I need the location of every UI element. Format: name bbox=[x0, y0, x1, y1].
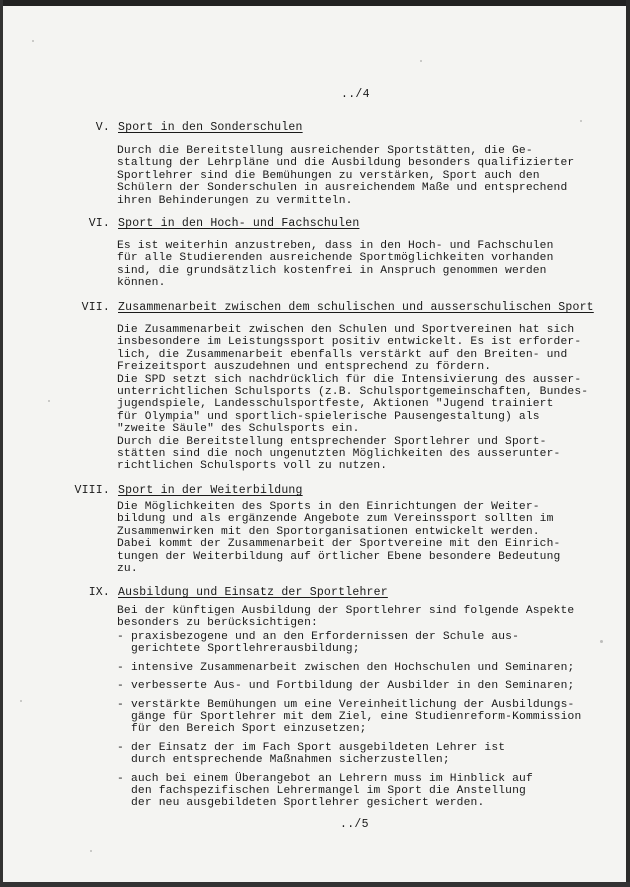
scan-speck bbox=[90, 850, 92, 852]
section-body-vi: Es ist weiterhin anzustreben, dass in den Hoch- und Fachschulen für alle Studierenden ausreichende Sportmöglichkeiten vorhanden sind, die grundsätzlich kostenfrei in Anspruch genommen werden können. bbox=[117, 240, 554, 290]
section-title: Ausbildung und Einsatz der Sportlehrer bbox=[118, 586, 388, 599]
scan-speck bbox=[580, 120, 582, 122]
section-number: V. bbox=[95, 121, 110, 134]
list-item bbox=[117, 742, 597, 767]
header-page-reference: ../4 bbox=[341, 88, 370, 101]
section-body-viii: Die Möglichkeiten des Sports in den Einrichtungen der Weiter- bildung und als ergänzende Angebote zum Vereinssport sollten im Zusammenwirken mit den Sportorganisationen entwickelt werden. Dabei kommt der Zusammenarbeit der Sportvereine mit den Einrich- tungen der Weiterbildung auf örtlicher Ebene besondere Bedeutung zu. bbox=[117, 501, 561, 576]
section-body-v: Durch die Bereitstellung ausreichender Sportstätten, die Ge- staltung der Lehrpläne und die Ausbildung besonders qualifizierter Sportlehrer sind die Bemühungen zu verstärken, Sport auch den Schülern der Sonderschulen in ausreichendem Maße und entsprechend ihren Behinderungen zu vermitteln. bbox=[117, 145, 575, 207]
section-heading-vii bbox=[74, 301, 594, 314]
scan-speck bbox=[48, 400, 50, 402]
list-item-text: intensive Zusammenarbeit zwischen den Hochschulen und Seminaren; bbox=[131, 661, 575, 674]
section-number: VIII. bbox=[74, 484, 110, 497]
section-heading-ix bbox=[82, 586, 388, 599]
list-dash: - bbox=[117, 741, 124, 754]
list-item-text: verstärkte Bemühungen um eine Vereinheitlichung der Ausbildungs- gänge für Sportlehrer mit dem Ziel, eine Studienreform-Kommission für den Bereich Sport einzusetzen; bbox=[131, 698, 582, 736]
list-dash: - bbox=[117, 680, 124, 693]
aspects-list bbox=[117, 631, 597, 816]
scan-speck bbox=[32, 40, 34, 42]
section-heading-viii bbox=[66, 484, 303, 497]
list-dash: - bbox=[117, 661, 124, 674]
list-item bbox=[117, 699, 597, 736]
section-heading-vi bbox=[82, 217, 359, 230]
list-item-text: der Einsatz der im Fach Sport ausgebildeten Lehrer ist durch entsprechende Maßnahmen sicherzustellen; bbox=[131, 741, 506, 767]
section-number: IX. bbox=[88, 586, 110, 599]
section-title: Sport in den Hoch- und Fachschulen bbox=[118, 217, 360, 230]
footer-page-reference: ../5 bbox=[340, 818, 369, 831]
scan-edge-top bbox=[0, 0, 630, 6]
scan-edge-bottom bbox=[0, 882, 630, 887]
section-title: Sport in der Weiterbildung bbox=[118, 484, 303, 497]
section-heading-v bbox=[82, 121, 303, 134]
section-body-vii: Die Zusammenarbeit zwischen den Schulen und Sportvereinen hat sich insbesondere im Leistungssport positiv entwickelt. Es ist erforder- lich, die Zusammenarbeit ebenfalls verstärkt auf den Breiten- und Freizeitsport auszudehnen und entsprechend zu fördern. Die SPD setzt sich nachdrücklich für die Intensivierung des ausser- unterrichtlichen Schulsports (z.B. Schulsportgemeinschaften, Bundes- jugendspiele, Landesschulsportfeste, Aktionen "Jugend trainiert für Olympia" und sportlich-spielerische Pausengestaltung) als "zweite Säule" des Schulsports ein. Durch die Bereitstellung entsprechender Sportlehrer und Sport- stätten sind die noch ungenutzten Möglichkeiten des ausserunter- richtlichen Schulsports voll zu nutzen. bbox=[117, 324, 589, 473]
section-body-ix: Bei der künftigen Ausbildung der Sportlehrer sind folgende Aspekte besonders zu berücksichtigen: bbox=[117, 605, 575, 630]
list-dash: - bbox=[117, 772, 124, 785]
section-number: VI. bbox=[88, 217, 110, 230]
section-title: Sport in den Sonderschulen bbox=[118, 121, 303, 134]
scan-speck bbox=[420, 60, 422, 62]
scan-edge-left bbox=[0, 0, 3, 887]
list-item bbox=[117, 631, 597, 656]
list-dash: - bbox=[117, 631, 124, 643]
section-number: VII. bbox=[81, 301, 110, 314]
list-item-text: auch bei einem Überangebot an Lehrern muss im Hinblick auf den fachspezifischen Lehrermangel im Sport die Anstellung der neu ausgebildeten Sportlehrer gesichert werden. bbox=[131, 772, 533, 810]
list-dash: - bbox=[117, 698, 124, 711]
list-item-text: praxisbezogene und an den Erfordernissen der Schule aus- gerichtete Sportlehrerausbildung; bbox=[131, 631, 520, 656]
scan-speck bbox=[20, 700, 22, 702]
list-item bbox=[117, 662, 597, 674]
list-item bbox=[117, 773, 597, 810]
scan-speck bbox=[600, 640, 603, 643]
list-item-text: verbesserte Aus- und Fortbildung der Ausbilder in den Seminaren; bbox=[131, 680, 575, 693]
scan-edge-right bbox=[626, 0, 630, 887]
section-title: Zusammenarbeit zwischen dem schulischen und ausserschulischen Sport bbox=[118, 301, 594, 314]
list-item bbox=[117, 680, 597, 692]
